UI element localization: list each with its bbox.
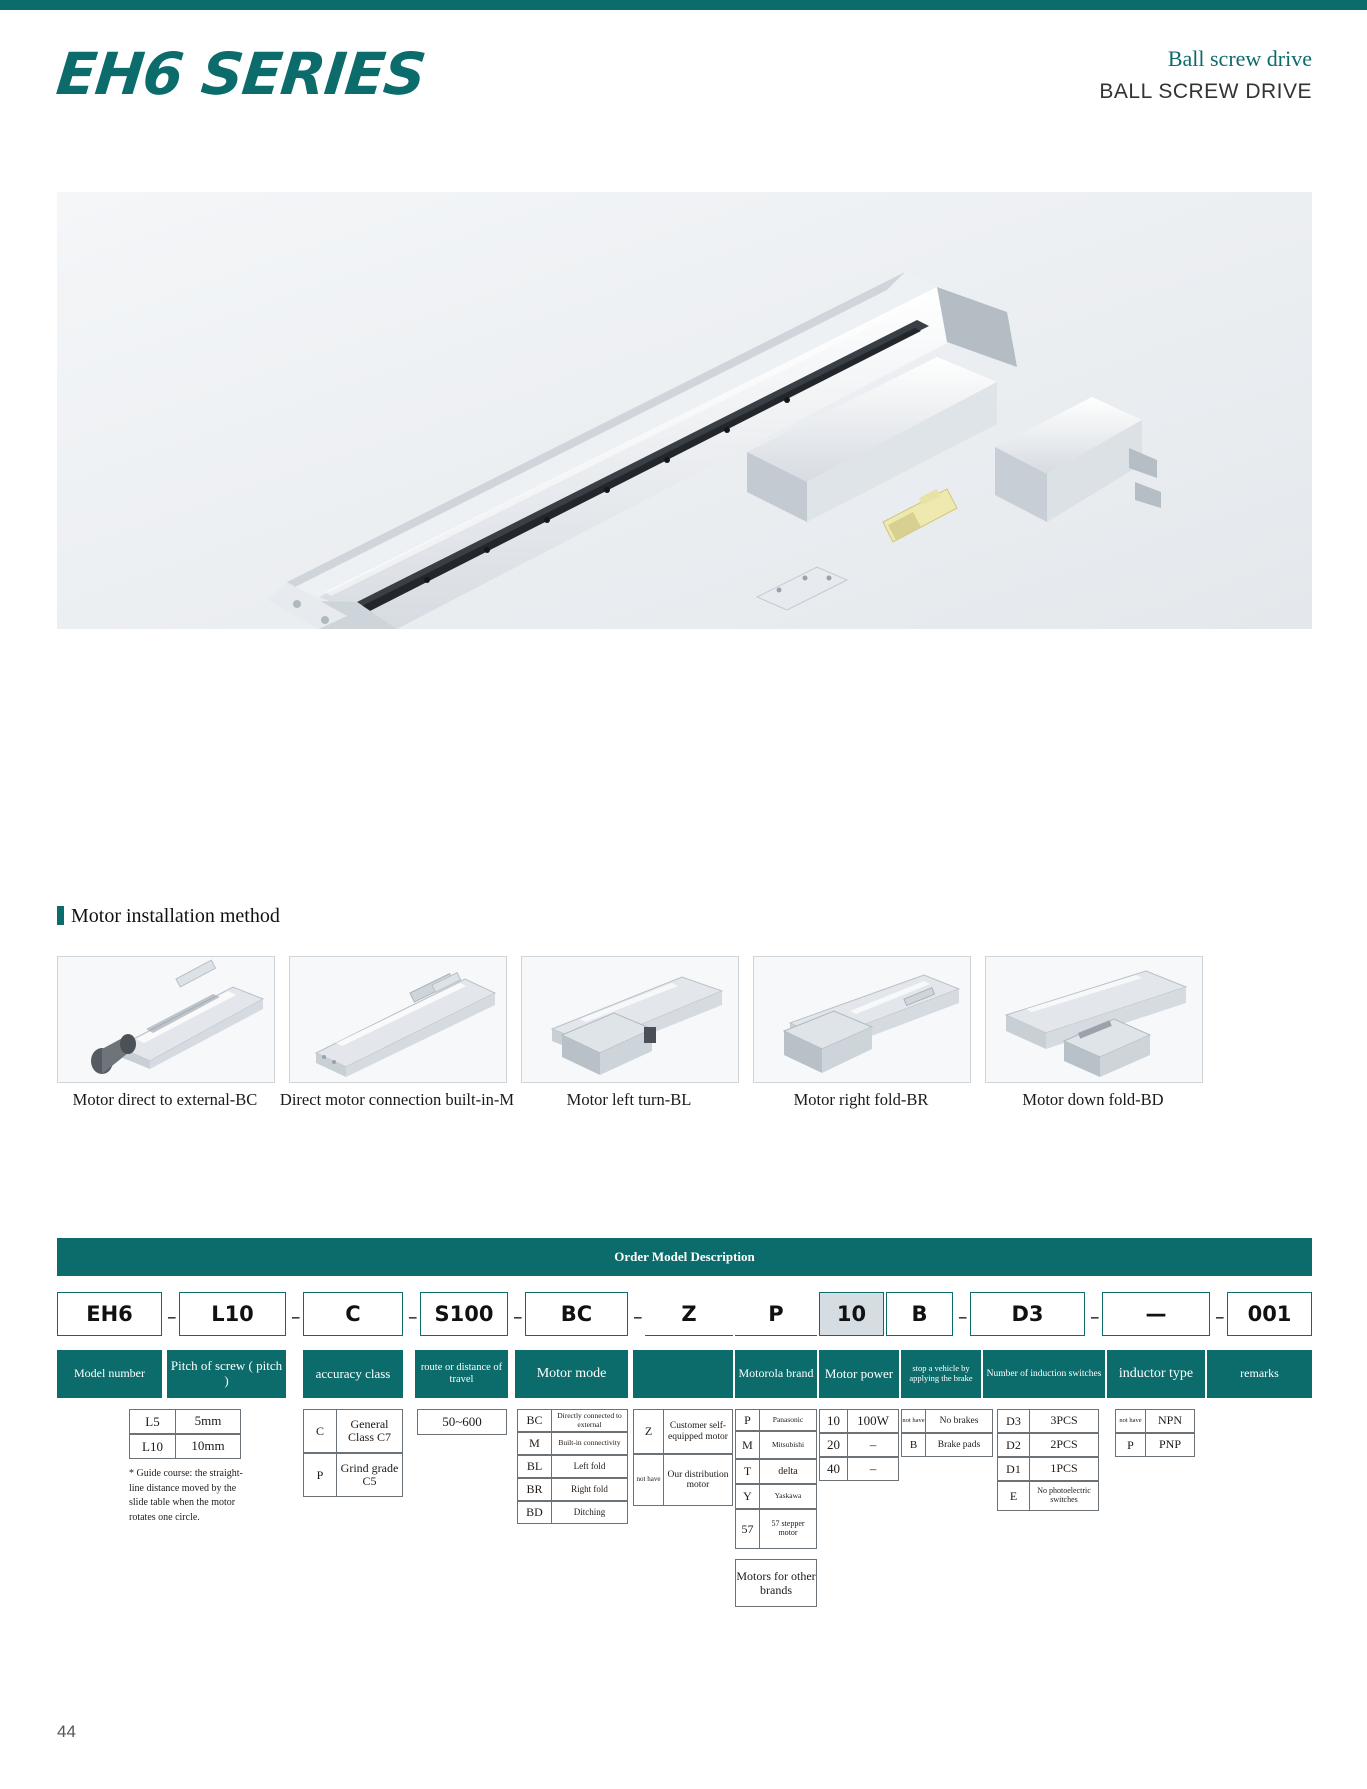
option-brand-p: P Panasonic <box>735 1409 817 1431</box>
option-switch-d3: D3 3PCS <box>997 1409 1099 1433</box>
install-illustration-bl <box>522 957 738 1082</box>
heading-accent-bar <box>57 906 64 925</box>
label-accuracy: accuracy class <box>303 1350 403 1398</box>
page-header <box>53 30 1312 120</box>
label-pitch: Pitch of screw ( pitch ) <box>167 1350 286 1398</box>
option-brand-t: T delta <box>735 1459 817 1484</box>
label-motor-brand: Motorola brand <box>735 1350 817 1398</box>
section-heading-motor-installation <box>57 905 280 928</box>
code-model-number[interactable]: EH6 <box>57 1292 162 1336</box>
label-custom-motor <box>633 1350 733 1398</box>
header-subtitle-sans: BALL SCREW DRIVE <box>1099 80 1312 103</box>
installation-methods-gallery <box>57 956 1312 1126</box>
code-motor-mode[interactable]: BC <box>525 1292 628 1336</box>
install-illustration-br <box>754 957 970 1082</box>
option-mode-bd: BD Ditching <box>517 1501 628 1524</box>
label-switch-count: Number of induction switches <box>983 1350 1105 1398</box>
install-caption-bd: Motor down fold-BD <box>1022 1090 1164 1109</box>
option-brand-other: Motors for other brands <box>735 1559 817 1607</box>
order-options-area <box>57 1409 1312 1634</box>
section-heading-label: Motor installation method <box>71 905 280 927</box>
option-brand-m: M Mitsubishi <box>735 1431 817 1459</box>
label-brake: stop a vehicle by applying the brake <box>901 1350 981 1398</box>
install-thumb-bc <box>57 956 275 1083</box>
code-travel[interactable]: S100 <box>420 1292 508 1336</box>
option-pitch-l10: L10 10mm <box>129 1434 241 1459</box>
option-mode-bc: BC Directly connected to external <box>517 1409 628 1432</box>
code-remarks[interactable]: 001 <box>1227 1292 1312 1336</box>
order-label-row <box>57 1350 1312 1400</box>
product-hero-image <box>57 192 1312 629</box>
option-power-10: 10 100W <box>819 1409 899 1433</box>
option-power-20: 20 – <box>819 1433 899 1457</box>
option-mode-bl: BL Left fold <box>517 1455 628 1478</box>
page-number: 44 <box>57 1722 76 1741</box>
code-switch-count[interactable]: D3 <box>970 1292 1085 1336</box>
code-inductor-type[interactable]: — <box>1102 1292 1210 1336</box>
option-brand-57: 57 57 stepper motor <box>735 1509 817 1549</box>
header-subtitles <box>1099 46 1312 104</box>
option-inductor-npn: not have NPN <box>1115 1409 1195 1433</box>
option-switch-d2: D2 2PCS <box>997 1433 1099 1457</box>
option-custom-none: not have Our distribution motor <box>633 1454 733 1506</box>
option-mode-br: BR Right fold <box>517 1478 628 1501</box>
label-motor-mode: Motor mode <box>515 1350 628 1398</box>
option-travel-range: 50~600 <box>417 1409 507 1435</box>
install-illustration-m <box>290 957 506 1082</box>
option-brake-none: not have No brakes <box>901 1409 993 1433</box>
option-brand-y: Y Yaskawa <box>735 1484 817 1509</box>
order-code-row: EH6 – L10 – C – S100 – BC – Z P 10 B – D3 – — – 001 <box>57 1286 1312 1348</box>
option-power-40: 40 – <box>819 1457 899 1481</box>
install-caption-bc: Motor direct to external-BC <box>72 1090 258 1109</box>
install-illustration-bd <box>986 957 1202 1082</box>
install-thumb-bl <box>521 956 739 1083</box>
top-rule <box>0 0 1367 10</box>
install-thumb-bd <box>985 956 1203 1083</box>
code-brake[interactable]: B <box>886 1292 953 1336</box>
option-accuracy-c: C General Class C7 <box>303 1409 403 1453</box>
option-switch-e: E No photoelectric switches <box>997 1481 1099 1511</box>
label-remarks: remarks <box>1207 1350 1312 1398</box>
option-accuracy-p: P Grind grade C5 <box>303 1453 403 1497</box>
option-pitch-l5: L5 5mm <box>129 1409 241 1434</box>
code-motor-power[interactable]: 10 <box>819 1292 884 1336</box>
option-custom-z: Z Customer self-equipped motor <box>633 1409 733 1454</box>
install-caption-bl: Motor left turn-BL <box>566 1090 692 1109</box>
code-accuracy[interactable]: C <box>303 1292 403 1336</box>
pitch-note: * Guide course: the straight-line distance moved by the slide table when the motor rotates one circle. <box>129 1468 243 1523</box>
header-subtitle-serif: Ball screw drive <box>1167 46 1312 71</box>
option-inductor-pnp: P PNP <box>1115 1433 1195 1457</box>
option-mode-m: M Built-in connectivity <box>517 1432 628 1455</box>
page-title: EH6 SERIES <box>53 40 429 108</box>
label-motor-power: Motor power <box>819 1350 899 1398</box>
label-travel: route or distance of travel <box>415 1350 508 1398</box>
label-inductor-type: inductor type <box>1107 1350 1205 1398</box>
label-model-number: Model number <box>57 1350 162 1398</box>
order-model-table <box>57 1238 1312 1634</box>
install-caption-br: Motor right fold-BR <box>793 1090 929 1109</box>
install-thumb-m <box>289 956 507 1083</box>
option-brake-b: B Brake pads <box>901 1433 993 1457</box>
code-pitch[interactable]: L10 <box>179 1292 286 1336</box>
code-custom-motor[interactable]: Z <box>645 1292 733 1336</box>
install-thumb-br <box>753 956 971 1083</box>
install-caption-m: Direct motor connection built-in-M <box>279 1090 515 1109</box>
order-table-title: Order Model Description <box>57 1238 1312 1276</box>
product-illustration <box>57 192 1312 629</box>
option-switch-d1: D1 1PCS <box>997 1457 1099 1481</box>
install-illustration-bc <box>58 957 274 1082</box>
code-motor-brand[interactable]: P <box>735 1292 817 1336</box>
